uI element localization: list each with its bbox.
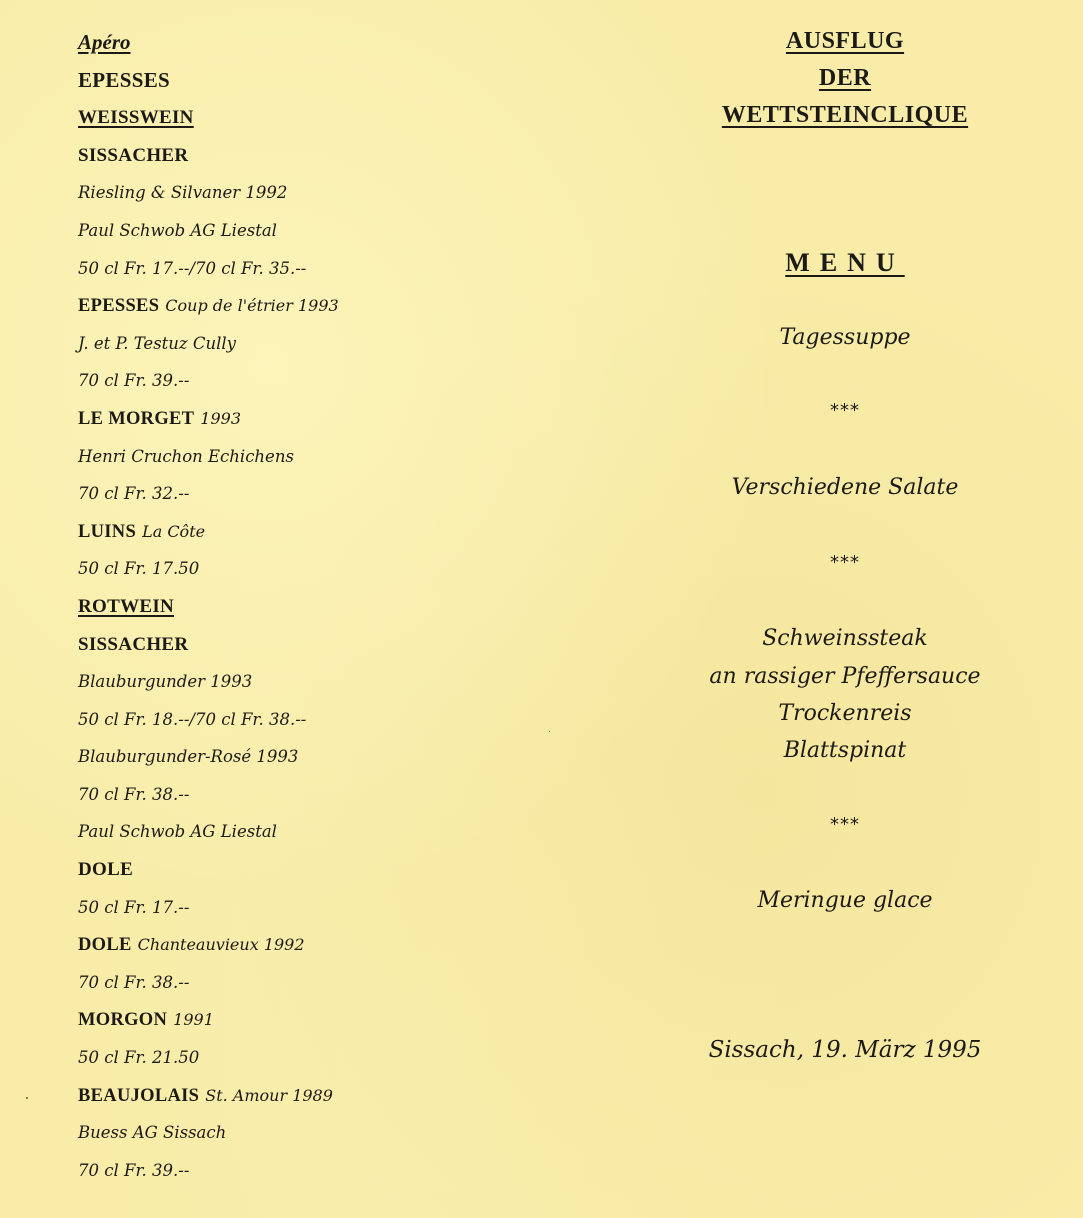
wine-list-line [78,438,548,476]
course-main-side-spinach: Blattspinat [783,738,907,763]
wine-line-detail-text: 1993 [200,408,242,428]
wine-line-detail-text: La Côte [142,521,206,541]
wine-line-main-text: 50 cl Fr. 21.50 [78,1048,200,1068]
course-dessert: Meringue glace [757,888,933,913]
wine-line-main-text: MORGON [78,1010,168,1031]
wine-list-line [78,964,548,1002]
wine-list-line [78,475,548,513]
wine-line-main-text: 70 cl Fr. 38.-- [78,784,190,804]
wine-region-heading [78,626,548,664]
wine-list-line [78,813,548,851]
wine-line-main-text: DOLE [78,935,132,956]
menu-heading: MENU [785,248,905,277]
wine-line-detail-text: St. Amour 1989 [205,1085,333,1105]
wine-line-main-text: 70 cl Fr. 39.-- [78,371,190,391]
wine-line-main-text: 70 cl Fr. 38.-- [78,972,190,992]
wine-line-main-text: LE MORGET [78,408,195,429]
wine-line-main-text: SISSACHER [78,144,189,166]
wine-line-detail-text: Coup de l'étrier 1993 [165,296,339,316]
wine-line-main-text: Blauburgunder 1993 [78,672,253,692]
wine-line-main-text: Paul Schwob AG Liestal [78,822,277,842]
wine-name-line [78,1001,548,1039]
wine-line-main-text: EPESSES [78,296,160,317]
wine-name-line [78,287,548,325]
wine-list-line [78,550,548,588]
wine-list-line [78,250,548,288]
wine-line-main-text: 50 cl Fr. 17.--/70 cl Fr. 35.-- [78,258,307,278]
wine-list-line [78,212,548,250]
wine-line-main-text: 70 cl Fr. 39.-- [78,1160,190,1180]
wine-line-main-text: SISSACHER [78,633,189,655]
wine-list-line [78,776,548,814]
wine-line-main-text: Buess AG Sissach [78,1123,227,1143]
wine-line-main-text: EPESSES [78,67,170,92]
title-line-3: WETTSTEINCLIQUE [721,102,969,128]
wine-list-line [78,1114,548,1152]
wine-line-main-text: 50 cl Fr. 18.--/70 cl Fr. 38.-- [78,709,307,729]
wine-section-heading [78,99,548,137]
paper-speck [549,731,550,732]
aperitif-heading [78,24,548,62]
wine-list-line [78,325,548,363]
wine-list-line [78,1152,548,1190]
wine-name-line [78,400,548,438]
wine-line-main-text: BEAUJOLAIS [78,1085,200,1106]
wine-name-line [78,513,548,551]
wine-line-main-text: 50 cl Fr. 17.-- [78,897,190,917]
wine-list-line [78,889,548,927]
wine-list-line [78,738,548,776]
wine-name-line [78,1077,548,1115]
place-date: Sissach, 19. März 1995 [708,1037,982,1063]
title-line-1: AUSFLUG [785,28,905,54]
wine-list-line [78,1039,548,1077]
course-main-sauce: an rassiger Pfeffersauce [709,664,981,689]
wine-line-main-text: 50 cl Fr. 17.50 [78,559,200,579]
course-salad: Verschiedene Salate [731,475,959,500]
course-soup: Tagessuppe [779,325,911,350]
course-main-side-rice: Trockenreis [778,701,912,726]
wine-line-main-text: Henri Cruchon Echichens [78,446,294,466]
wine-section-heading [78,588,548,626]
wine-line-main-text: LUINS [78,521,137,542]
wine-line-main-text: Apéro [78,30,131,54]
wine-region-heading [78,851,548,889]
wine-line-main-text: 70 cl Fr. 32.-- [78,484,190,504]
paper-speck [26,1097,28,1099]
title-line-2: DER [818,65,872,91]
wine-line-main-text: Paul Schwob AG Liestal [78,220,277,240]
wine-list-line [78,701,548,739]
wine-line-main-text: WEISSWEIN [78,107,194,129]
wine-list-line [78,174,548,212]
wine-list-line [78,362,548,400]
wine-line-main-text: Riesling & Silvaner 1992 [78,183,288,203]
wine-line-detail-text: 1991 [173,1010,214,1030]
wine-region-heading [78,62,548,100]
wine-line-main-text: Blauburgunder-Rosé 1993 [78,747,299,767]
wine-region-heading [78,137,548,175]
course-main: Schweinssteak [762,626,928,651]
wine-line-detail-text: Chanteauvieux 1992 [137,935,305,955]
wine-name-line [78,926,548,964]
wine-line-main-text: J. et P. Testuz Cully [78,333,236,353]
wine-list-line [78,663,548,701]
course-separator: *** [830,400,860,421]
wine-list [78,24,548,1189]
wine-line-main-text: DOLE [78,859,134,881]
wine-line-main-text: ROTWEIN [78,595,175,617]
course-separator: *** [830,814,860,835]
course-separator: *** [830,552,860,573]
